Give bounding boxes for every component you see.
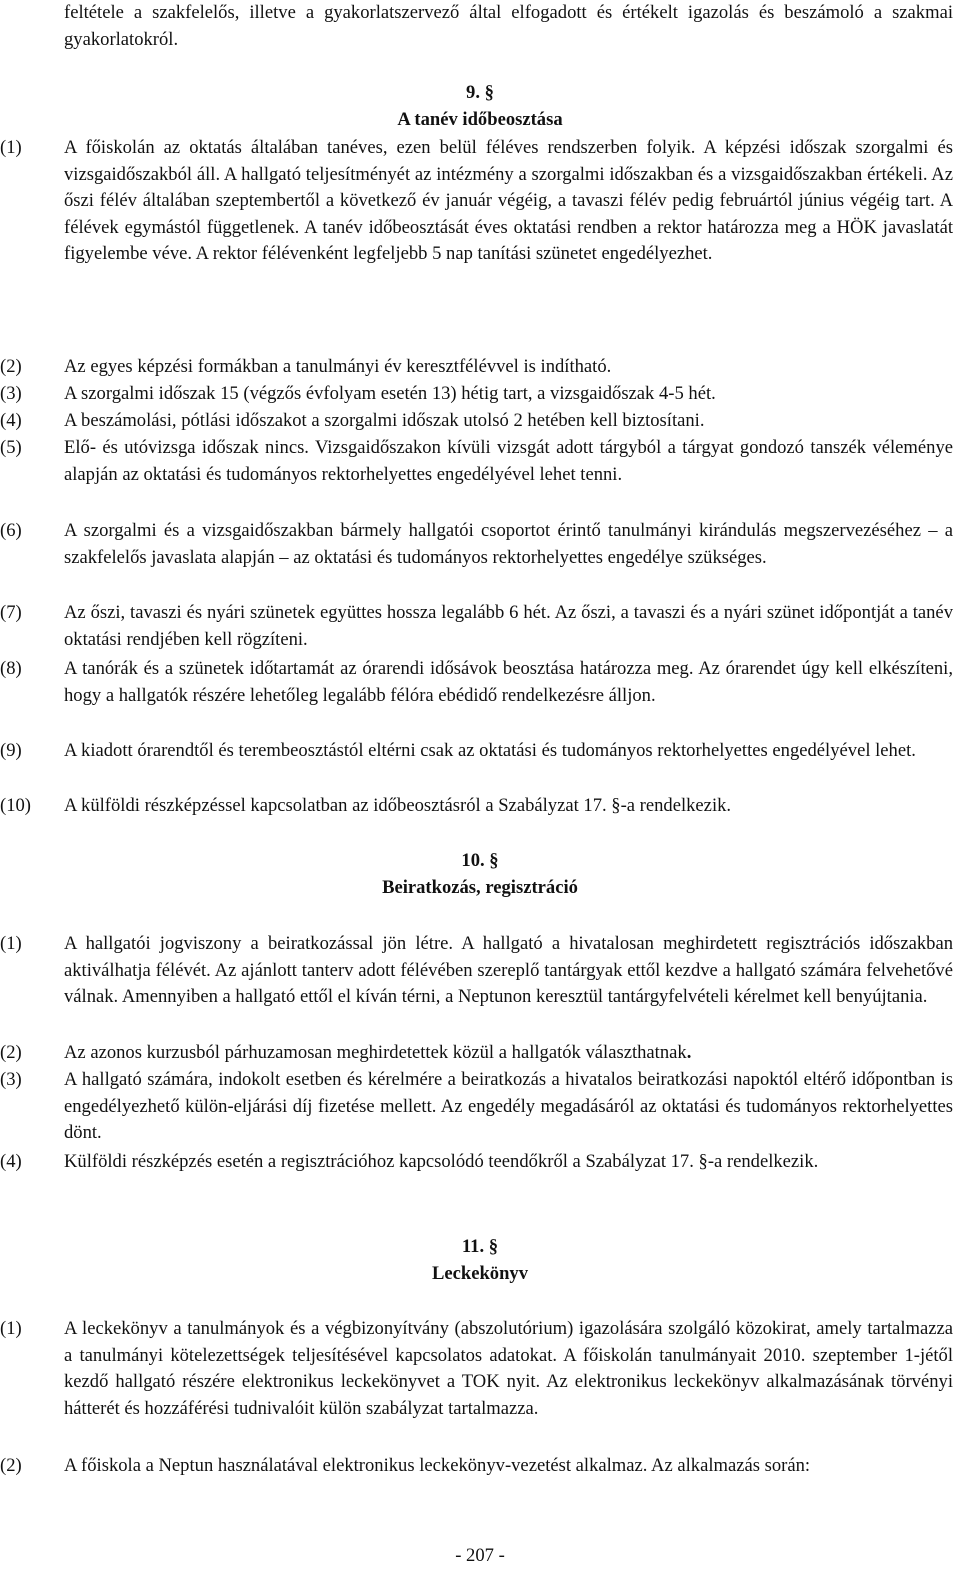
s10-paragraph-1 [0,931,953,1011]
s9-paragraph-5 [0,435,953,488]
paragraph-number: (1) [0,933,22,954]
paragraph-text: A beszámolási, pótlási időszakot a szorgalmi időszak utolsó 2 hetében kell biztosítani. [64,410,705,431]
paragraph-number: (2) [0,1455,22,1476]
paragraph-text: A külföldi részképzéssel kapcsolatban az időbeosztásról a Szabályzat 17. §-a rendelkezik. [64,795,732,816]
paragraph-number: (4) [0,410,22,431]
s10-paragraph-3 [0,1067,953,1147]
paragraph-number: (9) [0,740,22,761]
paragraph-number: (1) [0,137,22,158]
paragraph-text: Elő- és utóvizsga időszak nincs. Vizsgaidőszakon kívüli vizsgát adott tárgyból a tárgyat gondozó tanszék véleménye alapján az oktatási és tudományos rektorhelyettes engedélyével lehet tenni. [64,437,953,485]
s9-paragraph-2 [0,354,953,381]
paragraph-number: (2) [0,1042,22,1063]
paragraph-text: Külföldi részképzés esetén a regisztrációhoz kapcsolódó teendőkről a Szabályzat 17. §-a rendelkezik. [64,1151,819,1172]
section-11-number-line [0,1234,960,1261]
paragraph-number: (7) [0,602,22,623]
section-number: 10. [461,850,485,871]
section-9-title: A tanév időbeosztása [397,108,563,130]
s10-paragraph-2 [0,1040,953,1067]
s9-paragraph-9 [0,738,953,765]
paragraph-text [64,1040,953,1067]
paragraph-number: (4) [0,1151,22,1172]
s9-paragraph-3 [0,381,953,408]
section-9-number-line [0,80,960,107]
s11-paragraph-1 [0,1316,953,1422]
s9-paragraph-1 [0,135,953,268]
paragraph-text: A szorgalmi és a vizsgaidőszakban bármely hallgatói csoportot érintő tanulmányi kirándulás megszervezéséhez – a szakfelelős javaslata alapján – az oktatási és tudományos rektorhelyettes engedélye szükséges. [64,520,953,568]
paragraph-number: (8) [0,658,22,679]
page-number: - 207 - [455,1545,505,1566]
section-10-title: Beiratkozás, regisztráció [382,876,578,898]
s9-paragraph-4 [0,408,953,435]
section-10-number-line [0,848,960,875]
paragraph-text-bold-tail: . [686,1042,692,1063]
s9-paragraph-6 [0,518,953,571]
s9-paragraph-8 [0,656,953,709]
s9-paragraph-7 [0,600,953,653]
paragraph-number: (1) [0,1318,22,1339]
section-11-heading [0,1234,960,1287]
section-symbol: § [489,850,499,871]
paragraph-text: A hallgató számára, indokolt esetben és kérelmére a beiratkozás a hivatalos beiratkozási napoktól eltérő időpontban is engedélyezhető külön-eljárási díj fizetése mellett. Az engedély megadásáról az oktatási és tudományos rektorhelyettes dönt. [64,1069,953,1144]
section-9-heading [0,80,960,133]
paragraph-text: A leckekönyv a tanulmányok és a végbizonyítvány (abszolutórium) igazolására szolgáló közokirat, amely tartalmazza a tanulmányi kötelezettségek teljesítésével kapcsolatos adatokat. A főiskolán tanulmányait 2010. szeptember 1-jétől kezdő hallgató részére elektronikus leckekönyvet a TOK nyit. Az elektronikus leckekönyv alkalmazásának törvényi hátterét és hozzáférési tudnivalóit külön szabályzat tartalmazza. [64,1318,953,1419]
paragraph-text-main: Az azonos kurzusból párhuzamosan meghirdetettek közül a hallgatók választhatnak [64,1042,687,1063]
section-11-title: Leckekönyv [431,1262,529,1284]
s11-paragraph-2 [0,1453,953,1480]
paragraph-number: (2) [0,356,22,377]
paragraph-number: (5) [0,437,22,458]
section-10-heading [0,848,960,901]
section-number: 9. [466,82,480,103]
paragraph-number: (3) [0,1069,22,1090]
paragraph-text: A főiskola a Neptun használatával elektronikus leckekönyv-vezetést alkalmaz. Az alkalmazás során: [64,1455,811,1476]
paragraph-text: A tanórák és a szünetek időtartamát az órarendi idősávok beosztása határozza meg. Az órarendet úgy kell elkészíteni, hogy a hallgatók részére lehetőleg legalább félóra ebédidő rendelkezésre álljon. [64,658,953,706]
paragraph-text: A főiskolán az oktatás általában tanéves, ezen belül féléves rendszerben folyik. A képzési időszak szorgalmi és vizsgaidőszakból áll. A hallgató teljesítményét az intézmény a szorgalmi időszakban és a vizsgaidőszakban értékeli. Az őszi félév általában szeptembertől a következő év január végéig, a tavaszi félév pedig februártól június végéig tart. A félévek egymástól függetlenek. A tanév időbeosztását éves oktatási rendben a rektor határozza meg a HÖK javaslatát figyelembe véve. A rektor félévenként legfeljebb 5 nap tanítási szünetet engedélyezhet. [64,137,953,265]
s9-paragraph-10 [0,793,953,820]
paragraph-number: (6) [0,520,22,541]
section-symbol: § [488,1236,499,1257]
intro-paragraph: feltétele a szakfelelős, illetve a gyakorlatszervező által elfogadott és értékelt igazolás és beszámoló a szakmai gyakorlatokról. [64,2,953,50]
section-symbol: § [484,82,494,103]
paragraph-text: Az egyes képzési formákban a tanulmányi év keresztfélévvel is indítható. [64,356,612,377]
paragraph-text: A kiadott órarendtől és terembeosztástól eltérni csak az oktatási és tudományos rektorhelyettes engedélyével lehet. [64,740,916,761]
paragraph-text: A szorgalmi időszak 15 (végzős évfolyam esetén 13) hétig tart, a vizsgaidőszak 4-5 hét. [64,383,716,404]
section-number: 11. [461,1236,485,1257]
paragraph-text: Az őszi, tavaszi és nyári szünetek együttes hossza legalább 6 hét. Az őszi, a tavaszi és a nyári szünet időpontját a tanév oktatási rendjében kell rögzíteni. [64,602,953,650]
s10-paragraph-4 [0,1149,953,1176]
paragraph-number: (10) [0,795,31,816]
paragraph-text: A hallgatói jogviszony a beiratkozással jön létre. A hallgató a hivatalosan meghirdetett regisztrációs időszakban aktiválhatja félévét. Az ajánlott tanterv adott félévében szereplő tantárgyak ettől kezdve a hallgató számára felvehetővé válnak. Amennyiben a hallgató ettől el kíván térni, a Neptunon keresztül tantárgyfelvételi kérelmet kell benyújtania. [64,933,953,1008]
paragraph-number: (3) [0,383,22,404]
